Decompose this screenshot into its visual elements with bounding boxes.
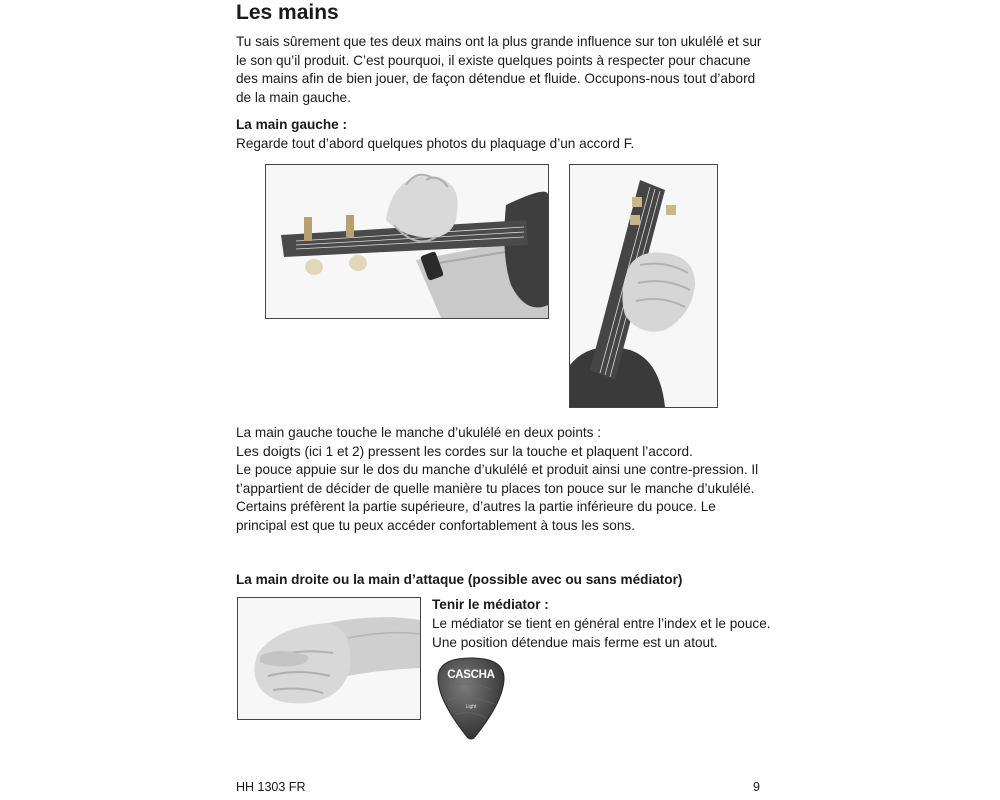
thumb-paragraph: Le pouce appuie sur le dos du manche d’ukulélé et produit ainsi une contre-pression. Il t’appartient de décider de quelle manière tu places ton pouce sur le manche d’ukulélé. Certains préfèrent la partie supérieure, d’autres la partie inférieure du pouce. Le principal est que tu peux accéder confortablement à tous les sons. [236,462,759,533]
right-hand-heading: La main droite ou la main d’attaque (possible avec ou sans médiator) [236,572,683,587]
pick-brand-logo: CASCHA [447,669,495,681]
photo-holding-pick [237,597,421,720]
fingers-lead-term: Les doigts [236,444,301,460]
page-title: Les mains [236,1,339,24]
photo-fretting-front-view [569,164,718,408]
fingers-description: (ici 1 et 2) pressent les cordes sur la touche et plaquent l’accord. [300,444,693,459]
pick-heading: Tenir le médiator : [432,597,549,612]
guitar-pick-image [436,656,506,740]
photo-fretting-side-view [265,164,549,319]
intro-paragraph: Tu sais sûrement que tes deux mains ont la plus grande influence sur ton ukulélé et sur le son qu’il produit. C’est pourquoi, il existe quelques points à respecter pour chacune des mains afin de bien jouer, de façon détendue et fluide. Occupons-nous tout d’abord de la main gauche. [236,34,762,105]
left-hand-contact-intro: La main gauche touche le manche d’ukulélé en deux points : [236,425,602,440]
footer-document-code: HH 1303 FR [236,780,306,794]
pick-text: Le médiator se tient en général entre l’index et le pouce. Une position détendue mais ferme est un atout. [432,616,771,650]
fingers-paragraph [236,443,766,462]
left-hand-text: Regarde tout d’abord quelques photos du plaquage d’un accord F. [236,136,635,151]
pick-gauge-label: Light [465,704,477,710]
left-hand-heading: La main gauche : [236,117,348,132]
footer-page-number: 9 [753,780,760,794]
